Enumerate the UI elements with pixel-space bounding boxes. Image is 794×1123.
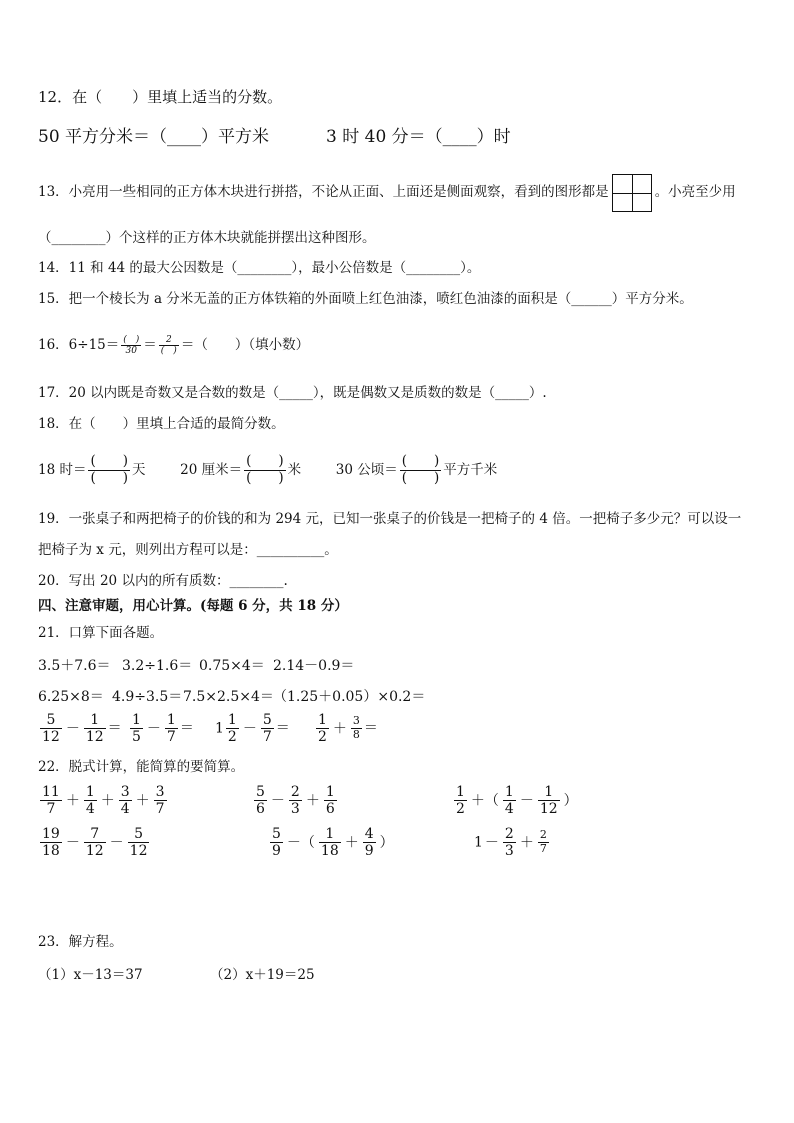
q22-expr-1: $\frac{11}{7}$ ＋ $\frac{1}{4}$ ＋ $\frac{3}{4}$ ＋ $\frac{3}{7}$ (42, 784, 165, 818)
q16-suffix: ＝（ ）（填小数） (180, 337, 310, 353)
q18-fraction-a: $\frac{( )}{( )}$ (90, 453, 129, 486)
q22-expr-3: $\frac{1}{2}$ ＋（ $\frac{1}{4}$ － $\frac{1}{12}$ ） (456, 784, 578, 818)
q18-fraction-c: $\frac{( )}{( )}$ (401, 453, 440, 486)
q21-r1-3: 0.75×4＝ (199, 658, 265, 674)
q22-expr-2: $\frac{5}{6}$ － $\frac{2}{3}$ ＋ $\frac{1}{6}$ (256, 784, 335, 818)
q13-text-a: 13．小亮用一些相同的正方体木块进行拼搭，不论从正面、上面还是侧面观察，看到的图形都是 (38, 184, 609, 200)
q21-r3-3: 1 $\frac{1}{2}$ － $\frac{5}{7}$ ＝ (215, 712, 290, 746)
q21-r2-2: 4.9÷3.5＝ (112, 689, 183, 705)
q21-r3-4: $\frac{1}{2}$ ＋ $\frac{3}{8}$ ＝ (318, 712, 378, 746)
q23-title: 23．解方程。 (38, 934, 123, 950)
q21-r2-3: 7.5×2.5×4＝ (183, 689, 274, 705)
q22-expr-6: 1 － $\frac{2}{3}$ ＋ $\frac{2}{7}$ (474, 826, 547, 860)
q18-prompt: 18．在（ ）里填上合适的最简分数。 (38, 416, 285, 432)
q22-title: 22．脱式计算，能简算的要简算。 (38, 759, 245, 775)
q21-r3-1: $\frac{5}{12}$ － $\frac{1}{12}$ ＝ (42, 712, 122, 746)
q18-expressions: 18 时＝ $\frac{( )}{( )}$ 天 20 厘米＝ $\frac{( )}{( )}$ 米 30 公顷＝ $\frac{( )}{( )}$ 平方千米 (38, 453, 498, 486)
q21-r1-4: 2.14－0.9＝ (273, 658, 355, 674)
q15: 15．把一个棱长为 a 分米无盖的正方体铁箱的外面喷上红色油漆，喷红色油漆的面积是（______）平方分米。 (38, 291, 693, 307)
q23-equation-1: （1）x－13＝37 (38, 967, 143, 983)
q17: 17．20 以内既是奇数又是合数的数是（_____），既是偶数又是质数的数是（_____）. (38, 385, 547, 401)
q16-fraction-1: $\frac{( )}{30}$ (123, 334, 140, 356)
q21-r1-2: 3.2÷1.6＝ (122, 658, 193, 674)
q22-expr-4: $\frac{19}{18}$ － $\frac{7}{12}$ － $\frac{5}{12}$ (42, 826, 148, 860)
q12-prompt: 12．在（ ）里填上适当的分数。 (38, 88, 283, 106)
q22-expr-5: $\frac{5}{9}$ －（ $\frac{1}{18}$ ＋ $\frac{4}{9}$ ） (272, 826, 394, 860)
q16: 16．6÷15＝ $\frac{( )}{30}$ ＝ $\frac{2}{( )}$ ＝（ ）（填小数） (38, 334, 310, 356)
section-4-heading: 四、注意审题，用心计算。(每题 6 分，共 18 分） (38, 598, 348, 614)
q16-fraction-2: $\frac{2}{( )}$ (160, 334, 177, 356)
q19-line2: 把椅子为 x 元，则列出方程可以是：__________。 (38, 542, 338, 558)
q21-r2-4: （1.25＋0.05）×0.2＝ (273, 689, 426, 705)
q20: 20．写出 20 以内的所有质数：________. (38, 573, 288, 589)
q21-r1-1: 3.5＋7.6＝ (38, 658, 111, 674)
q21-title: 21．口算下面各题。 (38, 625, 164, 641)
q13-line1 (38, 172, 736, 212)
q21-r2-1: 6.25×8＝ (38, 689, 104, 705)
view-grid-figure (612, 174, 652, 212)
q19-line1: 19．一张桌子和两把椅子的价钱的和为 294 元，已知一张桌子的价钱是一把椅子的 4 倍。一把椅子多少元？可以设一 (38, 511, 742, 527)
q14: 14．11 和 44 的最大公因数是（________），最小公倍数是（________）。 (38, 260, 481, 276)
q21-r3-2: $\frac{1}{5}$ － $\frac{1}{7}$ ＝ (132, 712, 194, 746)
q13-line2: （________）个这样的正方体木块就能拼摆出这种图形。 (38, 230, 376, 246)
q12-blank-a: 50 平方分米＝（____）平方米 (38, 127, 270, 147)
q18-fraction-b: $\frac{( )}{( )}$ (246, 453, 284, 486)
q13-text-b: 。小亮至少用 (654, 184, 736, 200)
q23-equation-2: （2）x＋19＝25 (210, 967, 315, 983)
q12-blank-b: 3 时 40 分＝（____）时 (326, 127, 511, 147)
q16-prefix: 16．6÷15＝ (38, 337, 120, 353)
